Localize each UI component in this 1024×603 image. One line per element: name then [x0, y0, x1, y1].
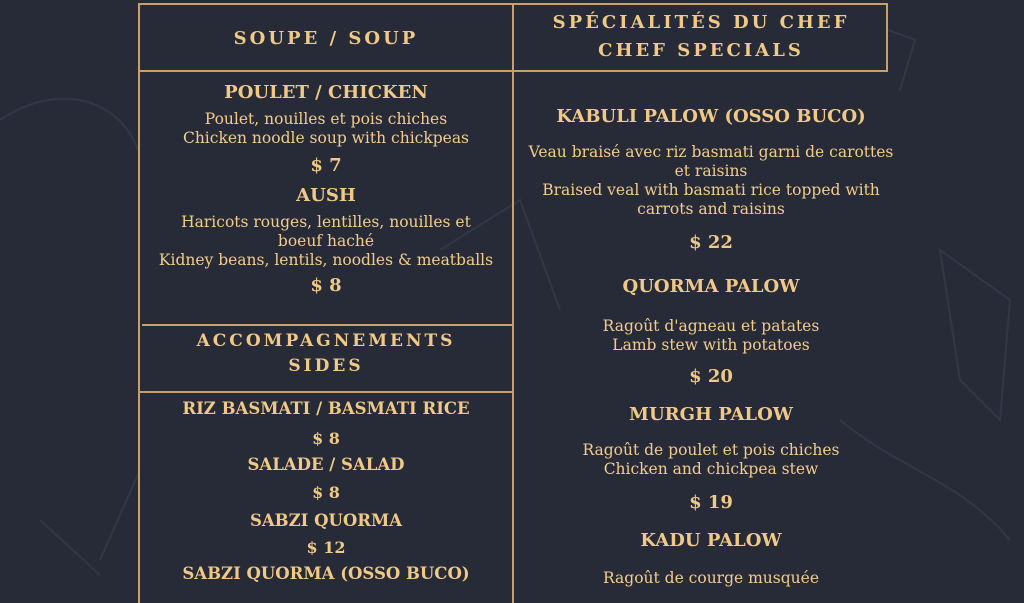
dish-desc-fr: Veau braisé avec riz basmati garni de carottes et raisins: [528, 143, 894, 180]
chef-specials-header: [514, 9, 888, 65]
dish-title: POULET / CHICKEN: [224, 82, 428, 103]
soup-section: [140, 81, 512, 298]
header-divider: [138, 70, 888, 72]
chef-specials-header-fr: SPÉCIALITÉS DU CHEF: [552, 12, 850, 33]
sides-header-en: SIDES: [288, 356, 364, 376]
dish-title: QUORMA PALOW: [622, 276, 800, 297]
dish-title: SABZI QUORMA: [249, 511, 403, 530]
dish-desc-en: Braised veal with basmati rice topped with carrots and raisins: [542, 181, 880, 218]
menu-item: [140, 510, 512, 559]
menu-item: [140, 563, 512, 585]
menu-item: [516, 403, 906, 515]
dish-price: $ 8: [312, 429, 340, 448]
dish-title: MURGH PALOW: [629, 404, 793, 425]
dish-title: SALADE / SALAD: [247, 455, 405, 474]
menu-board: [138, 3, 894, 603]
dish-price: $ 8: [310, 275, 342, 296]
frame-top-line: [138, 3, 888, 5]
menu-item: [140, 184, 512, 298]
sides-header: [138, 329, 514, 379]
menu-item: [140, 81, 512, 178]
dish-price: $ 20: [689, 366, 733, 387]
dish-desc-fr: Poulet, nouilles et pois chiches: [204, 110, 448, 128]
dish-desc-fr: Ragoût de poulet et pois chiches: [582, 441, 840, 459]
menu-item: [140, 398, 512, 450]
dish-title: SABZI QUORMA (OSSO BUCO): [182, 564, 470, 583]
sides-header-fr: ACCOMPAGNEMENTS: [196, 331, 456, 351]
chef-specials-header-en: CHEF SPECIALS: [598, 40, 804, 61]
menu-item: [516, 275, 906, 389]
menu-item: [516, 105, 906, 255]
dish-desc-en: Kidney beans, lentils, noodles & meatballs: [158, 251, 494, 269]
frame-center-line: [512, 3, 514, 603]
dish-price: $ 7: [310, 155, 342, 176]
chef-specials-section: [516, 105, 906, 588]
dish-price: $ 12: [306, 538, 346, 557]
soup-header: SOUPE / SOUP: [233, 28, 419, 49]
dish-desc-en: Lamb stew with potatoes: [612, 336, 810, 354]
dish-desc-en: Chicken noodle soup with chickpeas: [182, 129, 470, 147]
menu-item: [140, 454, 512, 504]
dish-price: $ 8: [312, 483, 340, 502]
sides-divider-bottom: [138, 391, 514, 393]
dish-title: KADU PALOW: [640, 530, 782, 551]
dish-title: RIZ BASMATI / BASMATI RICE: [182, 399, 470, 418]
dish-price: $ 22: [689, 232, 733, 253]
dish-desc-fr: Ragoût de courge musquée: [603, 569, 819, 587]
dish-desc-fr: Ragoût d'agneau et patates: [602, 317, 820, 335]
dish-price: $ 19: [689, 492, 733, 513]
sides-section: [140, 398, 512, 585]
dish-title: AUSH: [296, 185, 356, 206]
sides-divider-top: [142, 324, 514, 326]
dish-desc-fr: Haricots rouges, lentilles, nouilles et boeuf haché: [181, 213, 471, 250]
menu-item: [516, 529, 906, 588]
dish-desc-en: Chicken and chickpea stew: [603, 460, 819, 478]
dish-title: KABULI PALOW (OSSO BUCO): [556, 106, 866, 127]
